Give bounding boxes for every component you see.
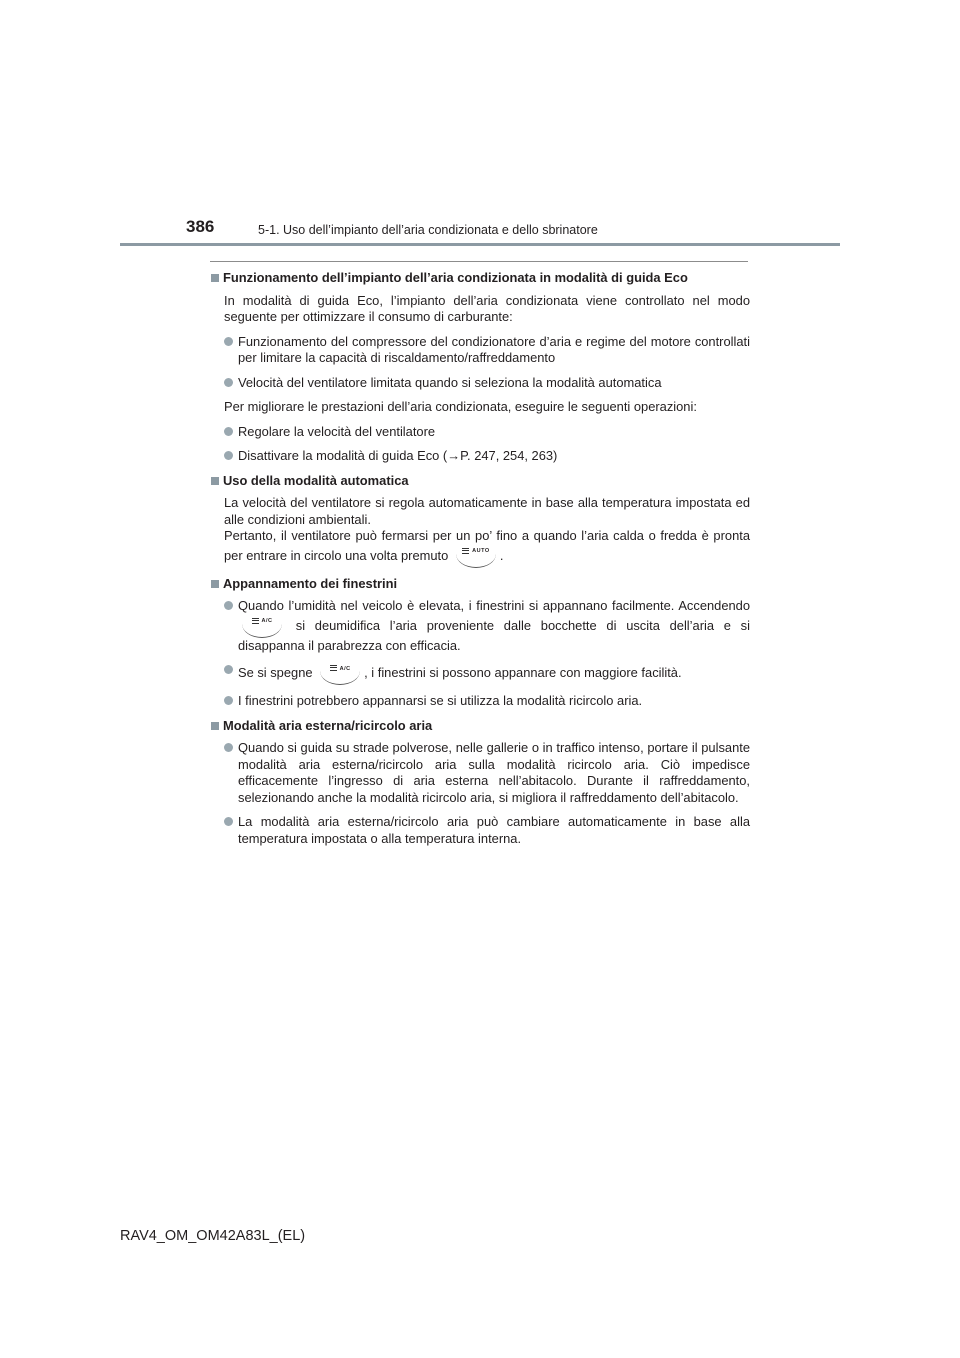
content-rule bbox=[210, 261, 748, 262]
text-run: Se si spegne bbox=[238, 664, 313, 680]
text-run: , i finestrini si possono appannare con maggiore facilità. bbox=[364, 664, 682, 680]
paragraph: Per migliorare le prestazioni dell’aria condizionata, eseguire le seguenti operazioni: bbox=[224, 399, 697, 414]
bullet: La modalità aria esterna/ricircolo aria può cambiare automaticamente in base alla temperatura impostata o alla temperatura interna. bbox=[224, 814, 750, 847]
auto-label: AUTO bbox=[472, 548, 490, 554]
page-number: 386 bbox=[186, 217, 215, 236]
ac-label: A/C bbox=[261, 618, 273, 624]
text-run: . bbox=[499, 547, 504, 563]
ac-label: A/C bbox=[339, 665, 351, 672]
ac-button-icon bbox=[242, 615, 282, 638]
text-run: Quando l’umidità nel veicolo è elevata, i finestrini si appannano facilmente. Accendendo bbox=[238, 598, 750, 613]
heading-auto-mode: Uso della modalità automatica bbox=[210, 473, 750, 490]
heading-fogging: Appannamento dei finestrini bbox=[210, 576, 750, 593]
bullet: Disattivare la modalità di guida Eco (→P. 247, 254, 263) bbox=[224, 448, 750, 465]
header-rule bbox=[120, 243, 840, 246]
bullet: Quando si guida su strade polverose, nelle gallerie o in traffico intenso, portare il pulsante modalità aria esterna/ricircolo aria sulla modalità ricircolo aria. Ciò impedisce efficacemente l’ingresso di aria esterna nell’abitacolo. Durante il raffreddamento, selezionando anche la modalità ricircolo aria, si migliora il raffreddamento dell’abitacolo. bbox=[224, 740, 750, 806]
section-header: 5-1. Uso dell’impianto dell’aria condizionata e dello sbrinatore bbox=[258, 223, 598, 237]
bullet: Regolare la velocità del ventilatore bbox=[224, 424, 750, 441]
text-run: Pertanto, il ventilatore può fermarsi per un po’ fino a quando l’aria calda o fredda è pronta per entrare in circolo una volta premuto bbox=[224, 528, 750, 563]
bullet: I finestrini potrebbero appannarsi se si utilizza la modalità ricircolo aria. bbox=[224, 693, 750, 710]
paragraph: In modalità di guida Eco, l’impianto dell’aria condizionata viene controllato nel modo seguente per ottimizzare il consumo di carburante: bbox=[224, 292, 750, 324]
paragraph: La velocità del ventilatore si regola automaticamente in base alla temperatura impostata ed alle condizioni ambientali. bbox=[224, 495, 750, 527]
bullet: Velocità del ventilatore limitata quando si seleziona la modalità automatica bbox=[224, 375, 750, 392]
heading-eco-mode: Funzionamento dell’impianto dell’aria condizionata in modalità di guida Eco bbox=[210, 270, 750, 287]
paragraph bbox=[224, 528, 750, 568]
bullet bbox=[224, 598, 750, 654]
text-run: si deumidifica l’aria proveniente dalle bocchette di uscita dell’aria e si disappanna il parabrezza con efficacia. bbox=[238, 617, 750, 653]
bullet: Funzionamento del compressore del condizionatore d’aria e regime del motore controllati per limitare la capacità di riscaldamento/raffreddamento bbox=[224, 334, 750, 367]
content bbox=[210, 270, 750, 855]
ac-button-icon bbox=[320, 662, 360, 685]
bullet bbox=[224, 662, 750, 685]
auto-button-icon bbox=[456, 545, 496, 568]
footer-code: RAV4_OM_OM42A83L_(EL) bbox=[120, 1228, 306, 1244]
heading-recirculation: Modalità aria esterna/ricircolo aria bbox=[210, 718, 750, 735]
